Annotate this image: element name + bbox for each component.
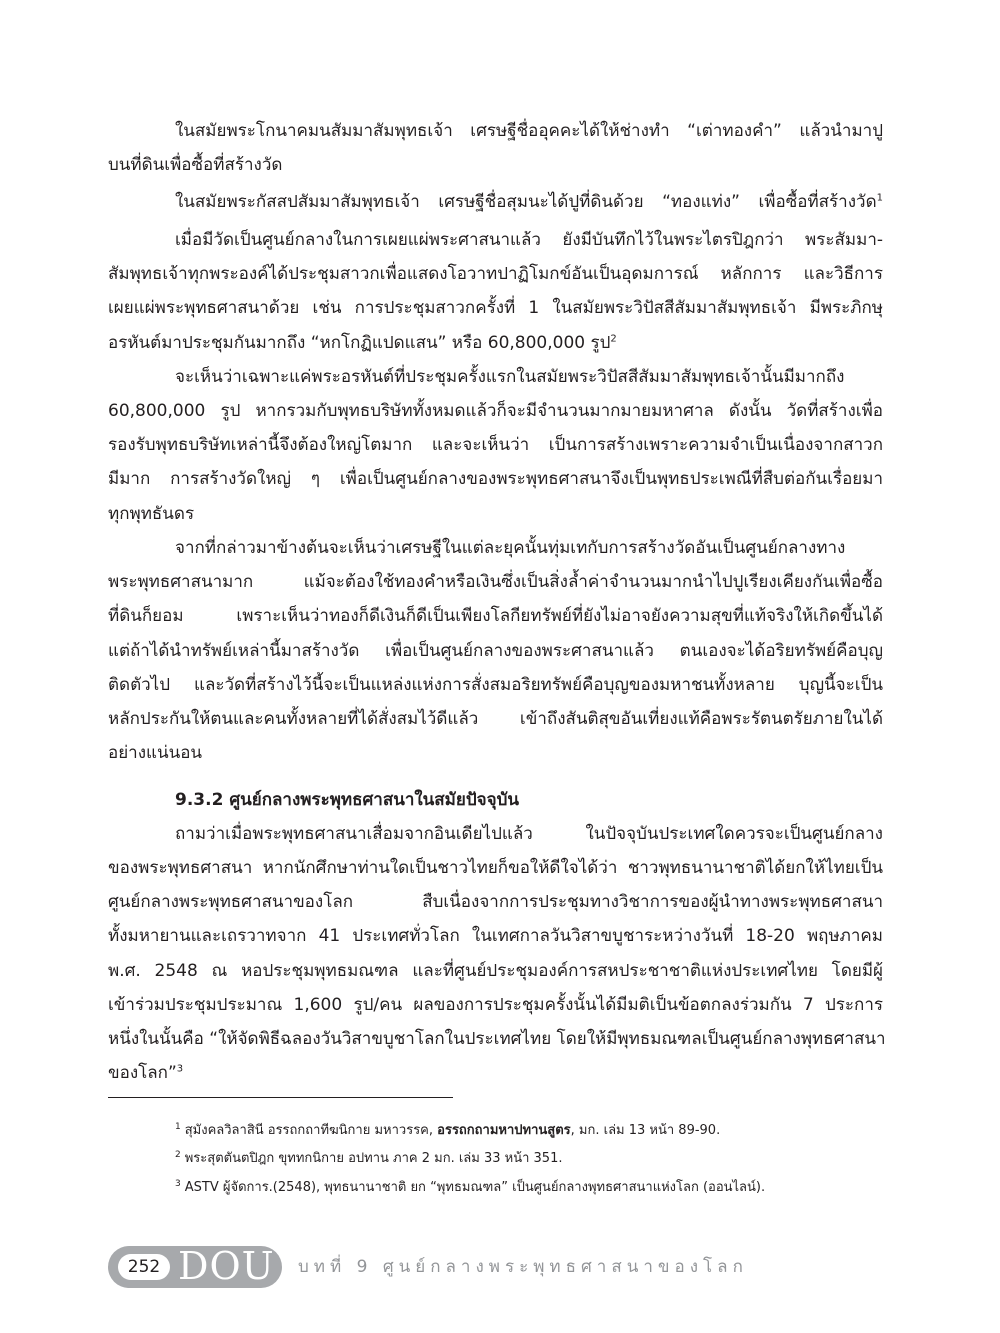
paragraph-line: แต่ถ้าได้นำทรัพย์เหล่านี้มาสร้างวัด เพื่อเป็นศูนย์กลางของพระศาสนาแล้ว ตนเองจะได้อริยทรัพย์คือบุญ bbox=[108, 641, 883, 661]
footnote-number: 2 bbox=[175, 1149, 181, 1160]
paragraph-line: สัมพุทธเจ้าทุกพระองค์ได้ประชุมสาวกเพื่อแสดงโอวาทปาฏิโมกข์อันเป็นอุดมการณ์ หลักการ และวิธีการ bbox=[108, 264, 883, 284]
paragraph-line: ศูนย์กลางพระพุทธศาสนาของโลก สืบเนื่องจากการประชุมทางวิชาการของผู้นำทางพระพุทธศาสนา bbox=[108, 892, 883, 912]
footnote-text: พระสุตตันตปิฎก ขุททกนิกาย อปทาน ภาค 2 มก. เล่ม 33 หน้า 351. bbox=[184, 1151, 563, 1166]
footnote-text: , มก. เล่ม 13 หน้า 89-90. bbox=[570, 1123, 721, 1138]
paragraph-line: มีมาก การสร้างวัดใหญ่ ๆ เพื่อเป็นศูนย์กลางของพระพุทธศาสนาจึงเป็นพุทธประเพณีที่สืบต่อกันเรื่อยมา bbox=[108, 469, 883, 489]
paragraph-text: ในสมัยพระกัสสปสัมมาสัมพุทธเจ้า เศรษฐีชื่อสุมนะได้ปูที่ดินด้วย “ทองแท่ง” เพื่อซื้อที่สร้างวัด bbox=[175, 192, 877, 212]
footnote-text: ASTV ผู้จัดการ.(2548), พุทธนานาชาติ ยก “พุทธมณฑล” เป็นศูนย์กลางพุทธศาสนาแห่งโลก (ออนไลน์). bbox=[184, 1180, 766, 1195]
paragraph-line: เผยแผ่พระพุทธศาสนาด้วย เช่น การประชุมสาวกครั้งที่ 1 ในสมัยพระวิปัสสีสัมมาสัมพุทธเจ้า มีพระภิกษุ bbox=[108, 298, 883, 318]
footnote-number: 3 bbox=[175, 1178, 181, 1189]
footnote-3 bbox=[175, 1179, 765, 1197]
paragraph-line: รองรับพุทธบริษัทเหล่านี้จึงต้องใหญ่โตมาก และจะเห็นว่า เป็นการสร้างเพราะความจำเป็นเนื่องจากสาวก bbox=[108, 435, 883, 455]
footnote-text: สุมังคลวิลาสินี อรรถกถาทีฆนิกาย มหาวรรค, bbox=[184, 1123, 438, 1138]
footer-badge bbox=[108, 1246, 282, 1288]
paragraph-line: จากที่กล่าวมาข้างต้นจะเห็นว่าเศรษฐีในแต่ละยุคนั้นทุ่มเทกับการสร้างวัดอันเป็นศูนย์กลางทาง bbox=[175, 538, 846, 558]
paragraph-line: ที่ดินก็ยอม เพราะเห็นว่าทองก็ดีเงินก็ดีเป็นเพียงโลกียทรัพย์ที่ยังไม่อาจยังความสุขที่แท้จริงให้เกิดขึ้นได้ bbox=[108, 606, 883, 626]
paragraph-line: ทั้งมหายานและเถรวาทจาก 41 ประเทศทั่วโลก ในเทศกาลวันวิสาขบูชาระหว่างวันที่ 18-20 พฤษภาคม bbox=[108, 926, 883, 946]
paragraph-line: อย่างแน่นอน bbox=[108, 743, 203, 763]
paragraph-line: ในสมัยพระโกนาคมนสัมมาสัมพุทธเจ้า เศรษฐีชื่ออุคคะได้ให้ช่างทำ “เต่าทองคำ” แล้วนำมาปู bbox=[175, 121, 883, 141]
footnote-divider bbox=[108, 1097, 453, 1098]
paragraph-line: ถามว่าเมื่อพระพุทธศาสนาเสื่อมจากอินเดียไปแล้ว ในปัจจุบันประเทศใดควรจะเป็นศูนย์กลาง bbox=[175, 824, 883, 844]
chapter-title: บทที่ 9 ศูนย์กลางพระพุทธศาสนาของโลก bbox=[298, 1257, 748, 1277]
paragraph-line: พ.ศ. 2548 ณ หอประชุมพุทธมณฑล และที่ศูนย์ประชุมองค์การสหประชาชาติแห่งประเทศไทย โดยมีผู้ bbox=[108, 961, 883, 981]
paragraph-line: หลักประกันให้ตนและคนทั้งหลายที่ได้สั่งสมไว้ดีแล้ว เข้าถึงสันติสุขอันเที่ยงแท้คือพระรัตนตรัยภายในได้ bbox=[108, 709, 883, 729]
footnote-number: 1 bbox=[175, 1121, 181, 1132]
paragraph-line bbox=[108, 331, 883, 355]
paragraph-line: ทุกพุทธันดร bbox=[108, 504, 195, 524]
paragraph-line: หนึ่งในนั้นคือ “ให้จัดพิธีฉลองวันวิสาขบูชาโลกในประเทศไทย โดยให้มีพุทธมณฑลเป็นศูนย์กลางพุทธศาสนา bbox=[108, 1029, 886, 1049]
page-footer bbox=[108, 1246, 908, 1288]
footnote-bold-title: อรรถกถามหาปทานสูตร bbox=[437, 1123, 571, 1138]
paragraph-line: พระพุทธศาสนามาก แม้จะต้องใช้ทองคำหรือเงินซึ่งเป็นสิ่งล้ำค่าจำนวนมากนำไปปูเรียงเคียงกันเพื่อซื้อ bbox=[108, 572, 883, 592]
paragraph-line: 60,800,000 รูป หากรวมกับพุทธบริษัททั้งหมดแล้วก็จะมีจำนวนมากมายมหาศาล ดังนั้น วัดที่สร้างเพื่อ bbox=[108, 401, 883, 421]
paragraph-text: ของโลก” bbox=[108, 1063, 177, 1083]
footnote-marker: 3 bbox=[176, 1063, 184, 1075]
footnote-2 bbox=[175, 1150, 562, 1168]
paragraph-text: อรหันต์มาประชุมกันมากถึง “หกโกฏิแปดแสน” หรือ 60,800,000 รูป bbox=[108, 333, 611, 353]
dou-logo: DOU bbox=[178, 1244, 275, 1288]
footnote-marker: 1 bbox=[876, 192, 883, 204]
footnote-marker: 2 bbox=[610, 333, 617, 345]
paragraph-line: ติดตัวไป และวัดที่สร้างไว้นี้จะเป็นแหล่งแห่งการสั่งสมอริยทรัพย์คือบุญของมหาชนทั้งหลาย บุญนี้จะเป็น bbox=[108, 675, 883, 695]
paragraph-line: ของพระพุทธศาสนา หากนักศึกษาท่านใดเป็นชาวไทยก็ขอให้ดีใจได้ว่า ชาวพุทธนานาชาติได้ยกให้ไทยเป็น bbox=[108, 858, 883, 878]
paragraph-line: เข้าร่วมประชุมประมาณ 1,600 รูป/คน ผลของการประชุมครั้งนั้นได้มีมติเป็นข้อตกลงร่วมกัน 7 ประการ bbox=[108, 995, 883, 1015]
footnote-1 bbox=[175, 1122, 720, 1140]
page-number: 252 bbox=[118, 1254, 170, 1280]
paragraph-line bbox=[175, 190, 883, 214]
section-heading: 9.3.2 ศูนย์กลางพระพุทธศาสนาในสมัยปัจจุบัน bbox=[175, 790, 519, 810]
paragraph-line: จะเห็นว่าเฉพาะแค่พระอรหันต์ที่ประชุมครั้งแรกในสมัยพระวิปัสสีสัมมาสัมพุทธเจ้านั้นมีมากถึง bbox=[175, 367, 845, 387]
paragraph-line: เมื่อมีวัดเป็นศูนย์กลางในการเผยแผ่พระศาสนาแล้ว ยังมีบันทึกไว้ในพระไตรปิฎกว่า พระสัมมา- bbox=[175, 230, 883, 250]
paragraph-line bbox=[108, 1061, 883, 1085]
paragraph-line: บนที่ดินเพื่อซื้อที่สร้างวัด bbox=[108, 155, 283, 175]
